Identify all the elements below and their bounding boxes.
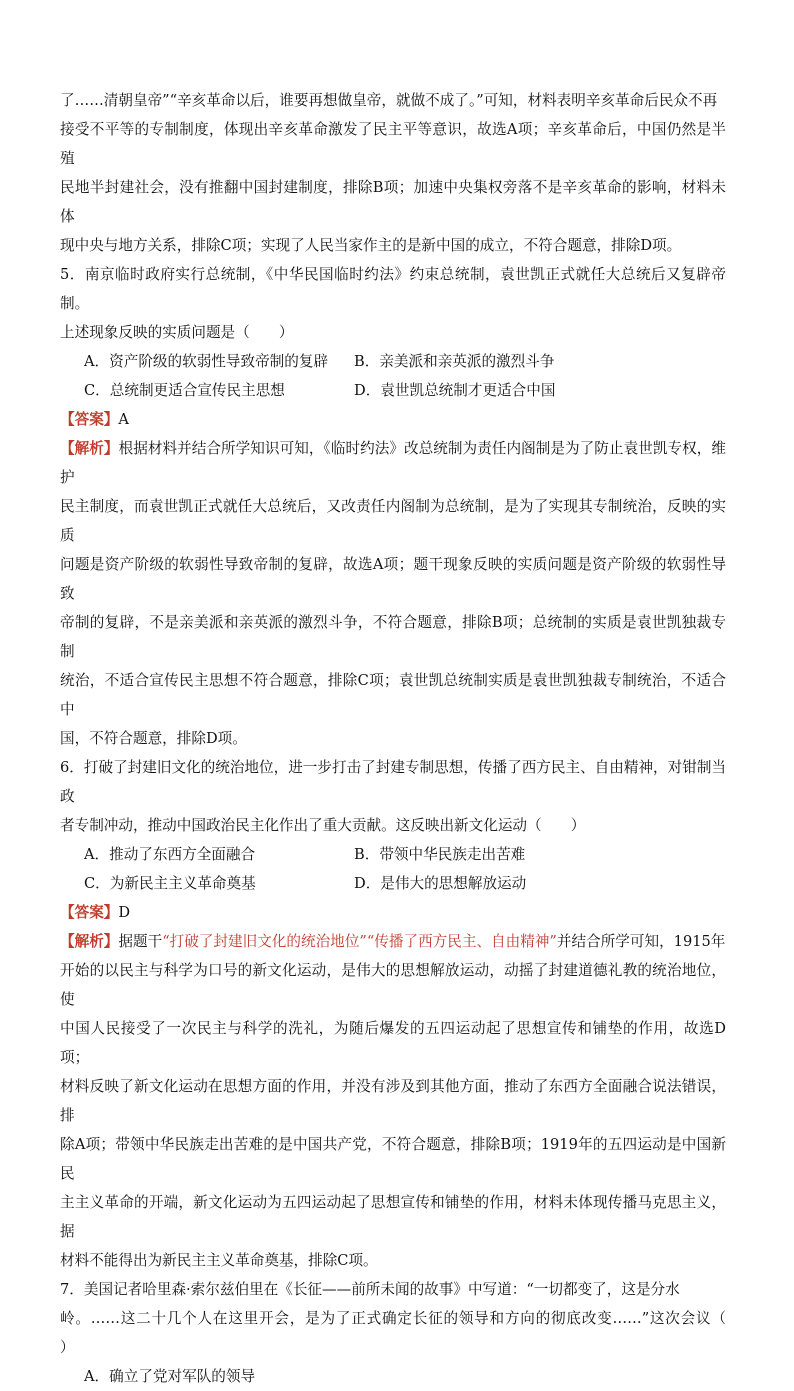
- analysis-line: 问题是资产阶级的软弱性导致帝制的复辟，故选A项；题干现象反映的实质问题是资产阶级的软弱性导致: [60, 556, 726, 602]
- analysis-line: 民主制度，而袁世凯正式就任大总统后，又改责任内阁制为总统制，是为了实现其专制统治，反映的实质: [60, 498, 726, 544]
- option-a: A．资产阶级的软弱性导致帝制的复辟: [84, 353, 329, 370]
- question-stem: 者专制冲动，推动中国政治民主化作出了重大贡献。这反映出新文化运动（ ）: [60, 817, 586, 834]
- analysis-line: [60, 927, 726, 956]
- options-row: [60, 376, 726, 405]
- analysis-line: [60, 434, 726, 492]
- option-d: D．袁世凯总统制才更适合中国: [354, 382, 556, 399]
- question-stem: 6．打破了封建旧文化的统治地位，进一步打击了封建专制思想，传播了西方民主、自由精神，对钳制当政: [60, 759, 727, 805]
- text-line: 现中央与地方关系，排除C项；实现了人民当家作主的是新中国的成立，不符合题意，排除D项。: [60, 237, 682, 254]
- option-c: C．总统制更适合宣传民主思想: [84, 382, 285, 399]
- answer-tag: 【答案】: [60, 904, 119, 921]
- options-row: [60, 1362, 726, 1391]
- answer-tag: 【答案】: [60, 411, 119, 428]
- analysis-text: 并结合所学可知，1915年: [556, 933, 726, 950]
- option-c: C．为新民主主义革命奠基: [84, 875, 256, 892]
- analysis-line: 除A项；带领中华民族走出苦难的是中国共产党，不符合题意，排除B项；1919年的五四运动是中国新民: [60, 1136, 726, 1182]
- answer-value: D: [118, 904, 131, 921]
- question-7: [60, 1275, 756, 1391]
- analysis-line: 中国人民接受了一次民主与科学的洗礼，为随后爆发的五四运动起了思想宣传和铺垫的作用，故选D项；: [60, 1020, 726, 1066]
- options-row: [60, 840, 726, 869]
- options-row: [60, 347, 726, 376]
- option-b: B．亲美派和亲英派的激烈斗争: [354, 353, 555, 370]
- analysis-text: 据题干: [118, 933, 163, 950]
- analysis-tag: 【解析】: [60, 933, 119, 950]
- highlighted-quote: “打破了封建旧文化的统治地位”: [162, 933, 367, 950]
- question-5: [60, 260, 726, 753]
- option-a: A．确立了党对军队的领导: [84, 1368, 256, 1385]
- analysis-line: 材料不能得出为新民主主义革命奠基，排除C项。: [60, 1252, 378, 1269]
- option-d: D．是伟大的思想解放运动: [354, 875, 527, 892]
- option-a: A．推动了东西方全面融合: [84, 846, 256, 863]
- analysis-line: 统治，不适合宣传民主思想不符合题意，排除C项；袁世凯总统制实质是袁世凯独裁专制统治，不适合中: [60, 672, 726, 718]
- analysis-line: 主主义革命的开端，新文化运动为五四运动起了思想宣传和铺垫的作用，材料未体现传播马克思主义，据: [60, 1194, 726, 1240]
- analysis-line: 材料反映了新文化运动在思想方面的作用，并没有涉及到其他方面，推动了东西方全面融合说法错误，排: [60, 1078, 726, 1124]
- analysis-line: 开始的以民主与科学为口号的新文化运动，是伟大的思想解放运动，动摇了封建道德礼教的统治地位，使: [60, 962, 726, 1008]
- answer-line: [60, 898, 726, 927]
- highlighted-quote: “传播了西方民主、自由精神”: [366, 933, 557, 950]
- question-stem: 7．美国记者哈里森·索尔兹伯里在《长征——前所未闻的故事》中写道：“一切都变了，这是分水: [60, 1281, 680, 1298]
- answer-line: [60, 405, 726, 434]
- question-stem: 5．南京临时政府实行总统制，《中华民国临时约法》约束总统制，袁世凯正式就任大总统后又复辟帝制。: [60, 266, 726, 312]
- document-content: [60, 86, 756, 1391]
- analysis-line: 帝制的复辟，不是亲美派和亲英派的激烈斗争，不符合题意，排除B项；总统制的实质是袁世凯独裁专制: [60, 614, 726, 660]
- text-line: 了……清朝皇帝”“辛亥革命以后，谁要再想做皇帝，就做不成了。”可知，材料表明辛亥革命后民众不再: [60, 92, 718, 109]
- analysis-tag: 【解析】: [60, 440, 119, 457]
- analysis-line: 国，不符合题意，排除D项。: [60, 730, 247, 747]
- text-line: 民地半封建社会，没有推翻中国封建制度，排除B项；加速中央集权旁落不是辛亥革命的影响，材料未体: [60, 179, 726, 225]
- text-line: 接受不平等的专制制度，体现出辛亥革命激发了民主平等意识，故选A项；辛亥革命后，中国仍然是半殖: [60, 121, 726, 167]
- question-stem: 上述现象反映的实质问题是（ ）: [60, 324, 294, 341]
- answer-value: A: [118, 411, 129, 428]
- analysis-text: 根据材料并结合所学知识可知，《临时约法》改总统制为责任内阁制是为了防止袁世凯专权，维护: [60, 440, 726, 486]
- options-row: [60, 869, 726, 898]
- q4-analysis-continuation: [60, 86, 726, 260]
- question-6: [60, 753, 726, 1275]
- question-stem: 岭。……这二十几个人在这里开会，是为了正式确定长征的领导和方向的彻底改变……”这次会议（ ）: [60, 1310, 756, 1356]
- option-b: B．带领中华民族走出苦难: [354, 846, 526, 863]
